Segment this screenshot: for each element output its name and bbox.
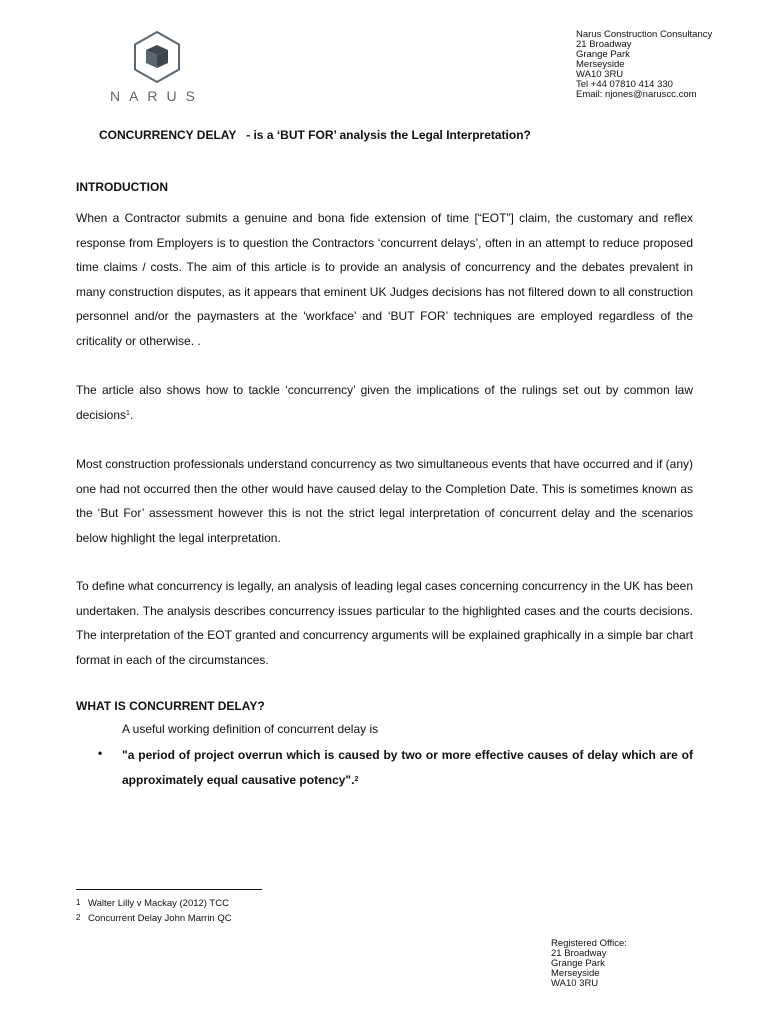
address-line: Narus Construction Consultancy bbox=[576, 29, 713, 40]
phone-line: Tel +44 07810 414 330 bbox=[576, 79, 673, 90]
bullet-marker: • bbox=[98, 746, 103, 760]
footnote-divider bbox=[76, 889, 262, 890]
footnote-ref: 1 bbox=[126, 409, 130, 417]
intro-paragraph-2 bbox=[76, 378, 693, 427]
address-line: Merseyside bbox=[551, 968, 600, 979]
address-line: 21 Broadway bbox=[576, 39, 632, 50]
definition-intro: A useful working definition of concurrent delay is bbox=[122, 722, 379, 736]
intro-paragraph-1: When a Contractor submits a genuine and bona fide extension of time [“EOT”] claim, the customary and reflex response from Employers is to question the Contractors ‘concurrent delays’, often in an attempt to reduce proposed time claims / costs. The aim of this article is to provide an analysis of concurrency and the debates prevalent in many construction disputes, as it appears that eminent UK Judges decisions has not filtered down to all construction personnel and/or the paymasters at the ‘workface’ and ‘BUT FOR’ techniques are employed regardless of the criticality or otherwise. . bbox=[76, 211, 693, 348]
footnote-text: Walter Lilly v Mackay (2012) TCC bbox=[88, 898, 229, 909]
footnote-2 bbox=[76, 913, 232, 924]
address-line: Merseyside bbox=[576, 59, 625, 70]
footnote-number: 2 bbox=[76, 913, 81, 922]
address-line: WA10 3RU bbox=[551, 978, 599, 989]
title-main: CONCURRENCY DELAY bbox=[99, 128, 237, 142]
paragraph-end: . bbox=[129, 407, 134, 422]
address-line: Grange Park bbox=[551, 958, 605, 969]
intro-paragraph-4: To define what concurrency is legally, an analysis of leading legal cases concerning concurrency in the UK has been undertaken. The analysis describes concurrency issues particular to the highlighted cases and the courts decisions. The interpretation of the EOT granted and concurrency arguments will be explained graphically in a simple bar chart format in each of the circumstances. bbox=[76, 579, 693, 667]
footnote-1 bbox=[76, 898, 229, 909]
company-logo bbox=[92, 30, 222, 110]
definition-quote bbox=[122, 743, 693, 793]
intro-paragraph-3: Most construction professionals understand concurrency as two simultaneous events that have occurred and if (any) one had not occurred then the other would have caused delay to the Completion Date. This is sometimes known as the ‘But For’ assessment however this is not the strict legal interpretation of concurrent delay and the scenarios below highlight the legal interpretation. bbox=[76, 457, 693, 545]
address-line: 21 Broadway bbox=[551, 948, 607, 959]
company-address bbox=[576, 30, 712, 100]
footnote-text: Concurrent Delay John Marrin QC bbox=[88, 913, 232, 924]
paragraph-text: The article also shows how to tackle ‘concurrency’ given the implications of the rulings set out by common law decisions bbox=[76, 383, 693, 422]
introduction-heading: INTRODUCTION bbox=[76, 180, 168, 194]
document-title bbox=[99, 128, 531, 142]
footnote-ref: 2 bbox=[354, 776, 359, 783]
email-line: Email: njones@naruscc.com bbox=[576, 89, 697, 100]
registered-office bbox=[551, 939, 627, 989]
office-label: Registered Office: bbox=[551, 938, 627, 949]
address-line: Grange Park bbox=[576, 49, 630, 60]
narus-logo-icon bbox=[132, 30, 182, 84]
title-rest: - is a ‘BUT FOR’ analysis the Legal Interpretation? bbox=[236, 128, 531, 142]
logo-wordmark: NARUS bbox=[109, 88, 204, 104]
footnote-number: 1 bbox=[76, 898, 81, 907]
address-line: WA10 3RU bbox=[576, 69, 624, 80]
definition-heading: WHAT IS CONCURRENT DELAY? bbox=[76, 699, 265, 713]
quote-text: "a period of project overrun which is caused by two or more effective causes of delay which are of approximately equal causative potency". bbox=[122, 748, 693, 787]
